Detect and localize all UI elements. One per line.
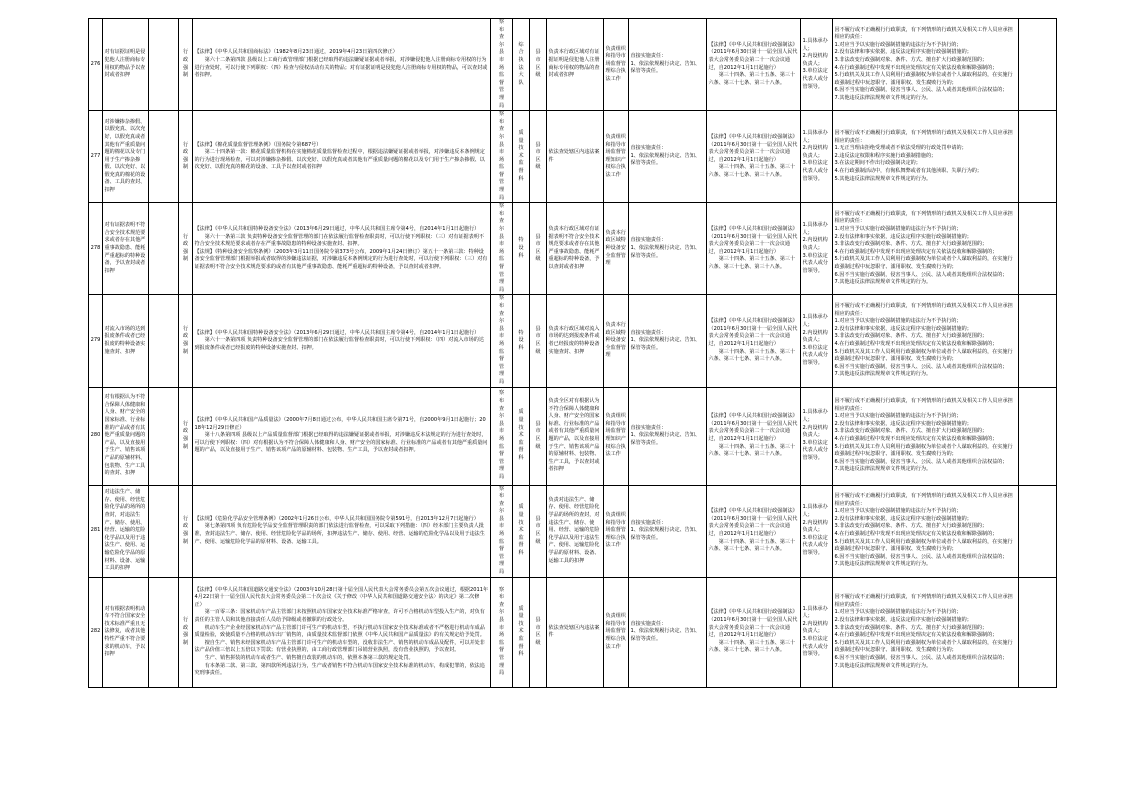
accountability-scenario: 因不履行或不正确履行行政职责，有下列情形的行政机关及相关工作人员应承担相应的责任： 1.对应当予以实施行政强制措施的违法行为不予执行的； 2.没有法律和事实依据，违反法定程序实施行政强制措施的； 3.非法改变行政强制对象、条件、方式、擅自扩大行政强制范围的； 4.在行政强制过程中发现不出现应处理决定有关依法没收和解除强制的； 5.行政机关及其工作人员利用行政强制权为单位或者个人谋取利益的，在实施行政强制过程中玩忽职守、滥用职权、发生腐败行为的； 6.因不当实施行政强制，侵害当事人、公民、法人或者其他组织合法权益的； 7.其他违反法律法规规章文件规定的行为。 [833,387,1019,485]
accountability-scenario: 因不履行或不正确履行行政职责，有下列情形的行政机关及相关工作人员应承担相应的责任： 1.对应当予以实施行政强制措施的违法行为不予执行的； 2.没有法律和事实依据，违反法定程序实施行政强制措施的； 3.非法改变行政强制对象、条件、方式、擅自扩大行政强制范围的； 4.在行政强制过程中发现不出现应处理决定有关依法没收和解除强制的； 5.行政机关及其工作人员利用行政强制权为单位或者个人谋取利益的，在实施行政强制过程中玩忽职守、滥用职权、发生腐败行为的； 6.因不当实施行政强制，侵害当事人、公民、法人或者其他组织合法权益的； 7.其他违反法律法规规章文件规定的行为。 [833,295,1019,387]
accountability-subject: 1.具体承办人； 2.内设机构负责人； 3.单位法定代表人或分管领导。 [801,111,833,203]
remark-cell [1019,295,1057,387]
exercise-level-text: 县市区级 [535,515,541,545]
accountability-duty: 直接实施责任： 1、依法依规履行决定、告知、保管等责任。 [629,485,707,577]
internal-unit-text: 质量技术监督科 [518,504,524,557]
implementing-department [491,19,513,111]
remark-cell [1019,485,1057,577]
duty-scope: 负责本行政区域对有证据表明不符合安全技术规范要求或者存在其他严重事故隐患、能耗严重超标的特种设备，予以查封或者扣押 [547,203,604,295]
internal-unit [513,485,530,577]
matter-name: 对流入市场的达到报废条件或者已经报废的特种设备实施查封、扣押 [103,295,149,387]
internal-unit-text: 特设科 [518,329,524,351]
exercise-level [530,577,547,687]
row-number: 281 [89,485,103,577]
remark-cell [1019,19,1057,111]
legal-basis: 【法律】《中华人民共和国产品质量法》（2000年7月8日通过公布，中华人民共和国主席令第71号，自2000年9月1日起施行；2018年12月29日修正） 第十八条第四项 县级以上产品质量监督部门根据已经取得的违法嫌疑证据或者举报，对涉嫌违反本法规定的行为进行查处时，可以行使下列职权：（四）对有根据认为不符合保障人体健康和人身、财产安全的国家标准、行业标准的产品或者有其他严重质量问题的产品，以及直接用于生产、销售该项产品的原辅材料、包装物、生产工具，予以查封或者扣押。 [193,387,491,485]
accountability-scenario: 因不履行或不正确履行行政职责，有下列情形的行政机关及相关工作人员应承担相应的责任： 1.对应当予以实施行政强制措施的违法行为不予执行的； 2.没有法律和事实依据，违反法定程序实施行政强制措施的； 3.非法改变行政强制对象、条件、方式、擅自扩大行政强制范围的； 4.在行政强制过程中发现不出现应处理决定有关依法没收和解除强制的； 5.行政机关及其工作人员利用行政强制权为单位或者个人谋取利益的，在实施行政强制过程中玩忽职守、滥用职权、发生腐败行为的； 6.因不当实施行政强制，侵害当事人、公民、法人或者其他组织合法权益的； 7.其他违反法律法规规章文件规定的行为。 [833,19,1019,111]
accountability-scenario: 因不履行或不正确履行行政职责，有下列情形的行政机关及相关工作人员应承担相应的责任： 1.对应当予以实施行政强制措施的违法行为不予执行的； 2.没有法律和事实依据，违反法定程序实施行政强制措施的； 3.非法改变行政强制对象、条件、方式、擅自扩大行政强制范围的； 4.在行政强制过程中发现不出现应处理决定有关依法没收和解除强制的； 5.行政机关及其工作人员利用行政强制权为单位或者个人谋取利益的，在实施行政强制过程中玩忽职守、滥用职权、发生腐败行为的； 6.因不当实施行政强制，侵害当事人、公民、法人或者其他组织合法权益的； 7.其他违反法律法规规章文件规定的行为。 [833,203,1019,295]
accountability-subject: 1.具体承办人； 2.内设机构负责人； 3.单位法定代表人或分管领导。 [801,203,833,295]
row-number: 282 [89,577,103,687]
implementing-department-text: 察布查尔县市场监督管理局 [498,19,505,109]
matter-type-text: 行政强制 [182,616,189,646]
duty-scope: 依法查处辖区内违法案件 [547,577,604,687]
remark-cell [1019,577,1057,687]
exercise-level [530,295,547,387]
legal-basis: 【法律】《中华人民共和国商标法》（1982年8月23日通过，2019年4月23日第四次修正） 第六十二条第四款 县级以上工商行政管理部门根据已经取得的违法嫌疑证据或者举报，对涉嫌侵犯他人注册商标专用权的行为进行查处时，可以行使下列职权：（四）检查与侵权活动有关的物品；对有证据证明是侵犯他人注册商标专用权的物品，可以查封或者扣押。 [193,19,491,111]
internal-unit [513,295,530,387]
matter-name: 对违法生产、储存、使用、经营危险化学品的场所的查封，对违法生产、储存、使用、经营、运输的危险化学品以及用于违法生产、使用、运输危险化学品的原材料、设备、运输工具的扣押 [103,485,149,577]
blank-cell [149,577,179,687]
matter-type-text: 行政强制 [182,141,189,171]
legal-basis: 【法规】《危险化学品安全管理条例》（2002年1月26日公布，中华人民共和国国务院令第591号，自2013年12月7日起施行） 第七条第四项 负有危险化学品安全监督管理职责的部门依法进行监督检查，可以采取下列措施：（四）经本部门主要负责人批准，查封违法生产、储存、使用、经营危险化学品的场所，扣押违法生产、储存、使用、经营、运输的危险化学品以及用于违法生产、使用、运输危险化学品的原材料、设备、运输工具。 [193,485,491,577]
table-row [89,577,1057,687]
accountability-scenario: 因不履行或不正确履行行政职责，有下列情形的行政机关及相关工作人员应承担相应的责任： 1.对应当予以实施行政强制措施的违法行为不予执行的； 2.没有法律和事实依据，违反法定程序实施行政强制措施的； 3.非法改变行政强制对象、条件、方式、擅自扩大行政强制范围的； 4.在行政强制过程中发现不出现应处理决定有关依法没收和解除强制的； 5.行政机关及其工作人员利用行政强制权为单位或者个人谋取利益的，在实施行政强制过程中玩忽职守、滥用职权、发生腐败行为的； 6.因不当实施行政强制，侵害当事人、公民、法人或者其他组织合法权益的； 7.其他违反法律法规规章文件规定的行为。 [833,577,1019,687]
table-row [89,111,1057,203]
matter-type [179,19,193,111]
supervising-duty: 负责组织和指导市场监督管理综合执法工作 [604,19,629,111]
table-row [89,295,1057,387]
implementing-department-text: 察布查尔县市场监督管理局 [498,390,505,480]
legal-basis: 【法律】《中华人民共和国特种设备安全法》（2013年6月29日通过，中华人民共和国主席令第4号，自2014年1月1日起施行） 第六十一条第四项 负责特种设备安全监督管理的部门在依法履行监督检查职责时，可以行使下列职权：（四）对流入市场的达到报废条件或者已经报废的特种设备实施查封、扣押。 [193,295,491,387]
matter-type [179,387,193,485]
internal-unit-text: 质量技术监督科 [518,605,524,658]
matter-type-text: 行政强制 [182,233,189,263]
matter-type [179,111,193,203]
table-row [89,19,1057,111]
duty-scope: 负责全区对有根据认为不符合保障人体健康和人身、财产安全的国家标准、行业标准的产品或者有其他严重质量问题的产品，以及直接用于生产、销售该项产品的原辅材料、包装物、生产工具，予以查封或者扣押 [547,387,604,485]
accountability-basis: 【法律】《中华人民共和国行政强制法》（2011年6月30日第十一届全国人民代表大会常务委员会第二十一次会议通过，自2012年1月1日起施行） 第三十四条、第三十五条、第三十六条、第三十七条、第三十八条。 [707,295,801,387]
accountability-scenario: 因不履行或不正确履行行政职责，有下列情形的行政机关及相关工作人员应承担相应的责任： 1.无正当理由拒绝受理或者不依法受理的行政处罚申请的； 2.违反法定权限和程序实施行政强制措施的； 3.在法定期间不作出行政强制决定的； 4.在行政强制活动中，有徇私舞弊或者有其他渎职、失职行为的； 5.其他违反法律法规规章文件规定的行为。 [833,111,1019,203]
accountability-basis: 【法律】《中华人民共和国行政强制法》（2011年6月30日第十一届全国人民代表大会常务委员会第二十一次会议通过，自2012年1月1日起施行） 第三十四条、第三十五条、第三十六条、第三十七条、第三十八条。 [707,577,801,687]
table-row [89,203,1057,295]
matter-type-text: 行政强制 [182,420,189,450]
table-row [89,387,1057,485]
remark-cell [1019,111,1057,203]
internal-unit-text: 质量技术监督科 [518,409,524,461]
supervising-duty: 负责本行政区域特种设备安全监督管理 [604,295,629,387]
implementing-department-text: 察布查尔县市场监督管理局 [498,111,505,201]
duty-scope: 依法查处辖区内违法案件 [547,111,604,203]
internal-unit [513,19,530,111]
duty-scope: 负责本行政区域对流入市场的达到报废条件或者已经报废的特种设备实施查封、扣押 [547,295,604,387]
implementing-department [491,111,513,203]
accountability-duty: 直接实施责任： 1、依法依规履行决定、告知、保管等责任。 [629,19,707,111]
matter-type [179,295,193,387]
accountability-basis: 【法律】《中华人民共和国行政强制法》（2011年6月30日第十一届全国人民代表大会常务委员会第二十一次会议通过，自2012年1月1日起施行） 第三十四条、第三十五条、第三十六条、第三十七条、第三十八条。 [707,19,801,111]
implementing-department-text: 察布查尔县市场监督管理局 [498,295,505,385]
matter-type [179,203,193,295]
supervising-duty: 负责组织和指导市场监督管理知识产权综合执法工作 [604,387,629,485]
supervising-duty: 负责组织和指导市场监督管理知识产权综合执法工作 [604,111,629,203]
remark-cell [1019,387,1057,485]
matter-type-text: 行政强制 [182,325,189,355]
matter-name: 对有证据表明不符合安全技术规范要求或者存在其他严重事故隐患、能耗严重超标的特种设备，予以查封或者扣押 [103,203,149,295]
implementing-department [491,485,513,577]
internal-unit [513,111,530,203]
row-number: 279 [89,295,103,387]
responsibility-table [88,18,1057,688]
accountability-duty: 直接实施责任： 1、依法依规履行决定、告知、保管等责任。 [629,111,707,203]
exercise-level-text: 县市区级 [535,616,541,646]
accountability-basis: 【法律】《中华人民共和国行政强制法》（2011年6月30日第十一届全国人民代表大会常务委员会第二十一次会议通过，自2012年1月1日起施行） 第三十四条、第三十五条、第三十六条、第三十七条、第三十八条。 [707,203,801,295]
matter-name: 对有根据认为不符合保障人体健康和人身、财产安全的国家标准、行业标准的产品或者有其他严重质量问题的产品，以及直接用于生产、销售该项产品的原辅材料、包装物、生产工具的查封、扣押 [103,387,149,485]
exercise-level [530,19,547,111]
exercise-level [530,485,547,577]
accountability-basis: 【法律】《中华人民共和国行政强制法》（2011年6月30日第十一届全国人民代表大会常务委员会第二十一次会议通过，自2012年1月1日起施行） 第三十四条、第三十五条、第三十六条、第三十七条、第三十八条。 [707,111,801,203]
matter-type-text: 行政强制 [182,49,189,79]
internal-unit [513,577,530,687]
accountability-basis: 【法律】《中华人民共和国行政强制法》（2011年6月30日第十一届全国人民代表大会常务委员会第二十一次会议通过，自2012年1月1日起施行） 第三十四条、第三十五条、第三十六条、第三十七条、第三十八条。 [707,485,801,577]
internal-unit-text: 特设科 [518,237,524,259]
internal-unit [513,203,530,295]
blank-cell [149,19,179,111]
matter-type [179,485,193,577]
row-number: 280 [89,387,103,485]
accountability-duty: 直接实施责任： 1、依法依规履行决定、告知、保管等责任。 [629,295,707,387]
accountability-subject: 1.具体承办人； 2.内设机构负责人； 3.单位法定代表人或分管领导。 [801,485,833,577]
legal-basis: 【法律】《中华人民共和国道路交通安全法》（2003年10月28日第十届全国人民代表大会常务委员会第五次会议通过，根据2011年4月22日第十一届全国人民代表大会常务委员会第二十次会议《关于修改〈中华人民共和国道路交通安全法〉的决定》第二次修正） 第一百零三条：国家机动车产品主管部门未按照机动车国家安全技术标准严格审查，许可不合格机动车型投入生产的，对负有责任的主管人员和其他直接责任人员给予降级或者撤职的行政处分。 机动车生产企业经国家机动车产品主管部门许可生产的机动车型，不执行机动车国家安全技术标准或者不严格进行机动车成品质量检验，致使质量不合格的机动车出厂销售的，由质量技术监督部门依照《中华人民共和国产品质量法》的有关规定给予处罚。 擅自生产、销售未经国家机动车产品主管部门许可生产的机动车型的，没收非法生产、销售的机动车成品及配件，可以并处非法产品价值三倍以上五倍以下罚款；有营业执照的，由工商行政管理部门吊销营业执照，没有营业执照的，予以查封。 生产、销售拼装的机动车或者生产、销售擅自改装的机动车的，依照本条第三款的规定处罚。 有本条第二款、第三款、第四款所列违法行为，生产或者销售不符合机动车国家安全技术标准的机动车，构成犯罪的，依法追究刑事责任。 [193,577,491,687]
accountability-duty: 直接实施责任： 1、依法依规履行决定、告知、保管等责任。 [629,203,707,295]
exercise-level-text: 县市区级 [535,49,541,79]
accountability-scenario: 因不履行或不正确履行行政职责，有下列情形的行政机关及相关工作人员应承担相应的责任： 1.对应当予以实施行政强制措施的违法行为不予执行的； 2.没有法律和事实依据，违反法定程序实施行政强制措施的； 3.非法改变行政强制对象、条件、方式、擅自扩大行政强制范围的； 4.在行政强制过程中发现不出现应处理决定有关依法没收和解除强制的； 5.行政机关及其工作人员利用行政强制权为单位或者个人谋取利益的，在实施行政强制过程中玩忽职守、滥用职权、发生腐败行为的； 6.因不当实施行政强制，侵害当事人、公民、法人或者其他组织合法权益的； 7.其他违反法律法规规章文件规定的行为。 [833,485,1019,577]
matter-type-text: 行政强制 [182,515,189,545]
exercise-level-text: 县市区级 [535,233,541,263]
blank-cell [149,203,179,295]
supervising-duty: 负责组织和指导市场监督管理综合执法工作 [604,485,629,577]
internal-unit-text: 质量技术监督科 [518,130,524,182]
implementing-department-text: 察布查尔县市场监督管理局 [498,586,505,677]
legal-basis: 【法律】《中华人民共和国特种设备安全法》（2013年6月29日通过，中华人民共和国主席令第4号，自2014年1月1日起施行） 第六十一条第三款 负责特种设备安全监督管理的部门在依法履行监督检查职责时，可以行使下列职权：（三）对有证据表明不符合安全技术规范要求或者存在严重事故隐患的特种设备实施查封、扣押。 【法规】《特种设备安全监察条例》（2003年3月11日国务院令第373号公布，2009年1月24日修订）第五十一条第三款：特种设备安全监督管理部门根据举报或者取得的涉嫌违法证据，对涉嫌违反本条例规定的行为进行查处时，可以行使下列职权：（三）对有证据表明不符合安全技术规范要求的或者有其他严重事故隐患、能耗严重超标的特种设备，予以查封或者扣押。 [193,203,491,295]
row-number: 277 [89,111,103,203]
matter-type [179,577,193,687]
implementing-department [491,295,513,387]
implementing-department-text: 察布查尔县市场监督管理局 [498,203,505,293]
supervising-duty: 负责本行政区域特种设备安全监督管理 [604,203,629,295]
accountability-basis: 【法律】《中华人民共和国行政强制法》（2011年6月30日第十一届全国人民代表大会常务委员会第二十一次会议通过，自2012年1月1日起施行） 第三十四条、第三十五条、第三十六条、第三十七条、第三十八条。 [707,387,801,485]
exercise-level-text: 县市区级 [535,325,541,355]
remark-cell [1019,203,1057,295]
supervising-duty: 负责组织和指导市场监督管理综合执法工作 [604,577,629,687]
internal-unit-text: 综合执法大队 [518,41,524,86]
duty-scope: 负责对违法生产、储存、使用、经营危险化学品的场所的查封，对违法生产、储存、使用、经营、运输的危险化学品以及用于违法生产、使用、运输危险化学品的原材料、设备、运输工具的扣押 [547,485,604,577]
exercise-level [530,387,547,485]
accountability-duty: 直接实施责任： 1、依法依规履行决定、告知、保管等责任。 [629,577,707,687]
implementing-department [491,387,513,485]
accountability-duty: 直接实施责任： 1、依法依规履行决定、告知、保管等责任。 [629,387,707,485]
row-number: 278 [89,203,103,295]
matter-name: 对涉嫌掺杂掺假、以假充真、以次充好，以假充真或者其他有严重质量问题的棉花以及专门用于生产掺杂掺假、以次充好、以假充真的棉花的设备、工具的查封、扣押 [103,111,149,203]
accountability-subject: 1.具体承办人； 2.内设机构负责人； 3.单位法定代表人或分管领导。 [801,387,833,485]
legal-basis: 【法律】《棉花质量监督管理条例》（国务院令第687号） 第二十四条第一款：棉花质量监督机构在实施棉花质量监督检查过程中，根据违法嫌疑证据或者举报，对涉嫌违反本条例规定的行为进行现场检查，可以对涉嫌掺杂掺假、以次充好、以假充真或者其他有严重质量问题的棉花以及专门用于生产掺杂掺假、以次充好、以假充真的棉花的设备、工具予以查封或者扣押 [193,111,491,203]
internal-unit [513,387,530,485]
exercise-level-text: 县市区级 [535,420,541,450]
implementing-department [491,577,513,687]
exercise-level [530,203,547,295]
accountability-subject: 1.具体承办人； 2.内设机构负责人； 3.单位法定代表人或分管领导。 [801,295,833,387]
blank-cell [149,485,179,577]
blank-cell [149,111,179,203]
exercise-level-text: 县市区级 [535,141,541,171]
duty-scope: 负责本行政区域对有证据证明是侵犯他人注册商标专用权的物品的查封或者扣押 [547,19,604,111]
accountability-subject: 1.具体承办人； 2.内设机构负责人； 3.单位法定代表人或分管领导。 [801,19,833,111]
table-row [89,485,1057,577]
matter-name: 对有根据表明机动车不符合国家安全技术标准严重且无法修复，或者其他特性严重不符合要求的机动车，予以扣押 [103,577,149,687]
exercise-level [530,111,547,203]
blank-cell [149,387,179,485]
row-number: 276 [89,19,103,111]
blank-cell [149,295,179,387]
implementing-department [491,203,513,295]
accountability-subject: 1.具体承办人； 2.内设机构负责人； 3.单位法定代表人或分管领导。 [801,577,833,687]
matter-name: 对有证据证明是侵犯他人注册商标专用权的物品予以查封或者扣押 [103,19,149,111]
implementing-department-text: 察布查尔县市场监督管理局 [498,485,505,576]
